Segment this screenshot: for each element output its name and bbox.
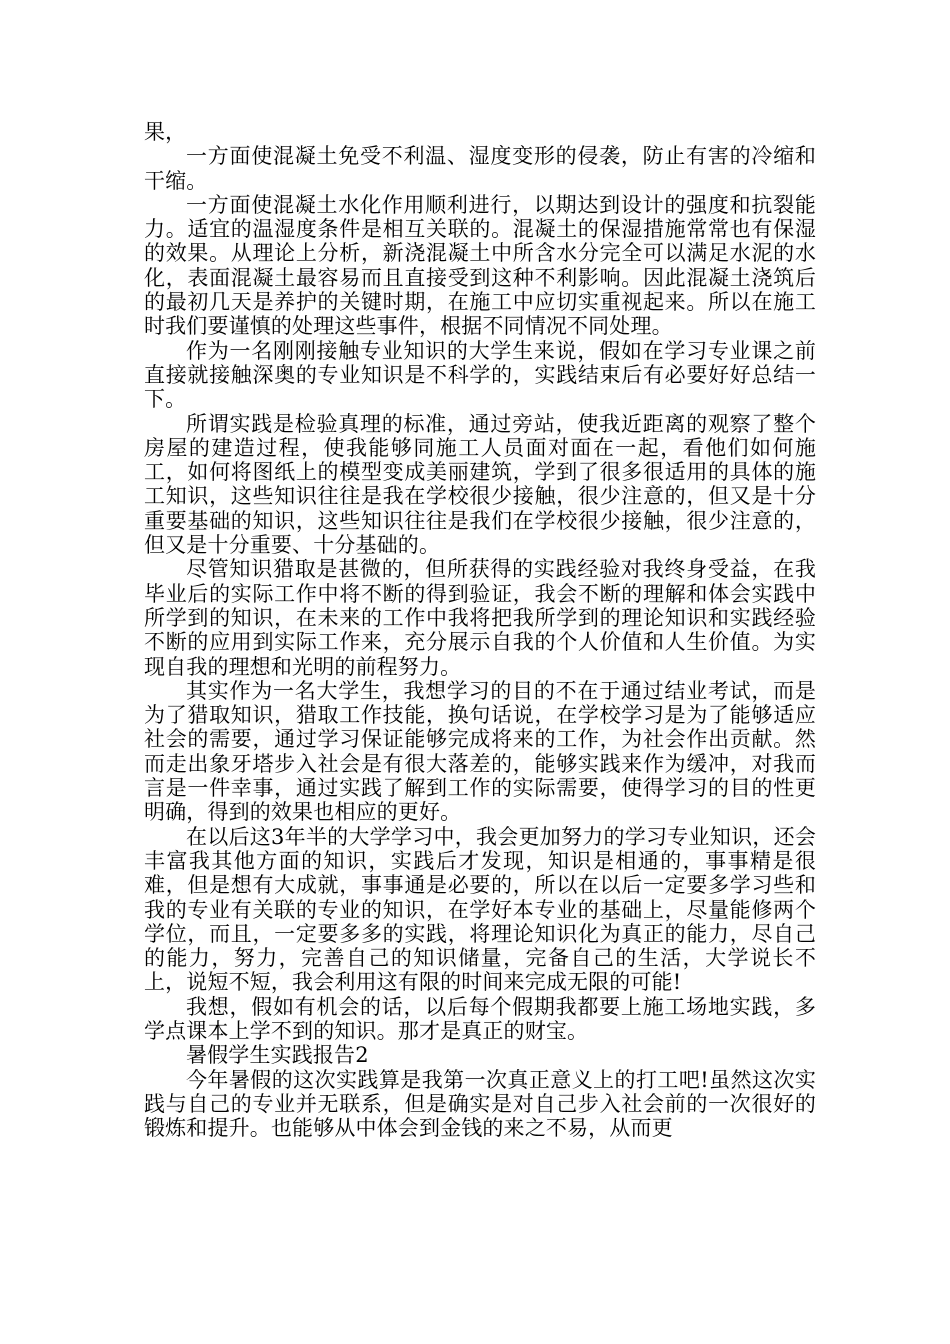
paragraph: 一方面使混凝土免受不利温、湿度变形的侵袭，防止有害的冷缩和干缩。 <box>144 144 816 193</box>
document-body <box>144 120 816 1140</box>
paragraph: 我想，假如有机会的话，以后每个假期我都要上施工场地实践，多学点课本上学不到的知识。那才是真正的财宝。 <box>144 994 816 1043</box>
paragraph: 一方面使混凝土水化作用顺利进行，以期达到设计的强度和抗裂能力。适宜的温湿度条件是相互关联的。混凝土的保湿措施常常也有保湿的效果。从理论上分析，新浇混凝土中所含水分完全可以满足水泥的水化，表面混凝土最容易而且直接受到这种不利影响。因此混凝土浇筑后的最初几天是养护的关键时期，在施工中应切实重视起来。所以在施工时我们要谨慎的处理这些事件，根据不同情况不同处理。 <box>144 192 816 339</box>
paragraph-continuation: 果， <box>144 120 187 144</box>
paragraph: 尽管知识猎取是甚微的，但所获得的实践经验对我终身受益，在我毕业后的实际工作中将不断的得到验证，我会不断的理解和体会实践中所学到的知识，在未来的工作中我将把我所学到的理论知识和实践经验不断的应用到实际工作来，充分展示自我的个人价值和人生价值。为实现自我的理想和光明的前程努力。 <box>144 557 816 679</box>
paragraph: 所谓实践是检验真理的标准，通过旁站，使我近距离的观察了整个房屋的建造过程，使我能够同施工人员面对面在一起，看他们如何施工，如何将图纸上的模型变成美丽建筑，学到了很多很适用的具体的施工知识，这些知识往往是我在学校很少接触，很少注意的，但又是十分重要基础的知识，这些知识往往是我们在学校很少接触，很少注意的，但又是十分重要、十分基础的。 <box>144 411 816 558</box>
paragraph: 作为一名刚刚接触专业知识的大学生来说，假如在学习专业课之前直接就接触深奥的专业知识是不科学的，实践结束后有必要好好总结一下。 <box>144 338 816 412</box>
section-heading: 暑假学生实践报告2 <box>186 1043 369 1068</box>
paragraph: 今年暑假的这次实践算是我第一次真正意义上的打工吧!虽然这次实践与自己的专业并无联系，但是确实是对自己步入社会前的一次很好的锻炼和提升。也能够从中体会到金钱的来之不易，从而更 <box>144 1067 816 1141</box>
paragraph: 在以后这3年半的大学学习中，我会更加努力的学习专业知识，还会丰富我其他方面的知识，实践后才发现，知识是相通的，事事精是很难，但是想有大成就，事事通是必要的，所以在以后一定要多学习些和我的专业有关联的专业的知识，在学好本专业的基础上，尽量能修两个学位，而且，一定要多多的实践，将理论知识化为真正的能力，尽自己的能力，努力，完善自己的知识储量，完备自己的生活，大学说长不上，说短不短，我会利用这有限的时间来完成无限的可能! <box>144 824 816 995</box>
paragraph: 其实作为一名大学生，我想学习的目的不在于通过结业考试，而是为了猎取知识，猎取工作技能，换句话说，在学校学习是为了能够适应社会的需要，通过学习保证能够完成将来的工作，为社会作出贡献。然而走出象牙塔步入社会是有很大落差的，能够实践来作为缓冲，对我而言是一件幸事，通过实践了解到工作的实际需要，使得学习的目的性更明确，得到的效果也相应的更好。 <box>144 678 816 825</box>
